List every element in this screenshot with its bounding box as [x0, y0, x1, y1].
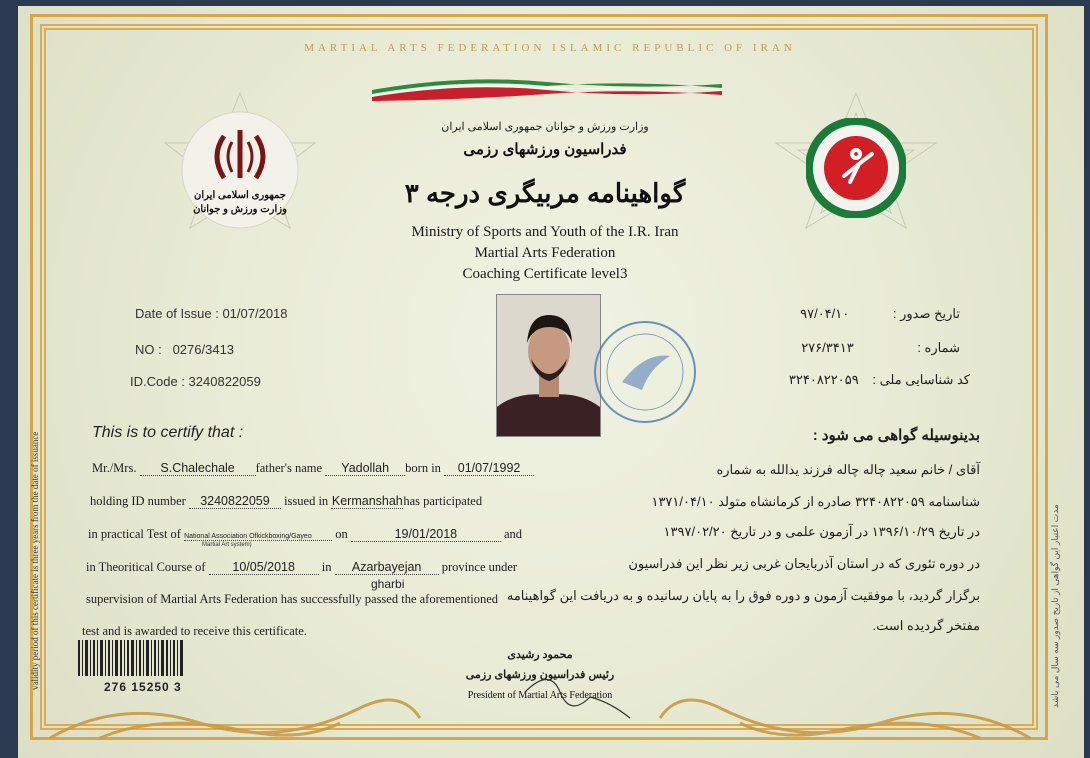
- number-label-fa: شماره :: [917, 340, 960, 355]
- in-label: in: [321, 560, 332, 574]
- id-number: 3240822059: [189, 494, 281, 509]
- fa-line-4: در دوره تئوری که در استان آذربایجان غربی زیر نظر این فدراسیون: [628, 556, 980, 571]
- line-practical: [88, 527, 522, 542]
- federation-stamp-icon: [590, 312, 700, 432]
- on-label: on: [335, 527, 348, 541]
- fa-line-5: برگزار گردید، با موفقیت آزمون و دوره فوق را به پایان رسانیده و به دریافت این گواهینامه: [506, 588, 980, 603]
- ministry-persian: وزارت ورزش و جوانان جمهوری اسلامی ایران: [441, 121, 649, 133]
- federation-logo-icon: [806, 118, 906, 218]
- number-field: [135, 342, 234, 357]
- validity-note-english: validity period of this certificate is three years from the date of issuance: [30, 431, 40, 690]
- federation-banner: MARTIAL ARTS FEDERATION ISLAMIC REPUBLIC OF IRAN: [304, 42, 796, 54]
- id-code-value: 3240822059: [188, 374, 261, 389]
- line-theoretical: [86, 560, 517, 575]
- theoretical-date: 10/05/2018: [209, 560, 319, 575]
- date-of-issue: [135, 306, 288, 321]
- issued-label: issued in: [284, 494, 329, 508]
- right-emblem: [746, 88, 966, 273]
- born-label: born in: [405, 461, 441, 475]
- flag-ribbon-icon: [372, 72, 722, 102]
- emblem-caption-2: وزارت ورزش و جوانان: [193, 204, 287, 215]
- holder-photo: [496, 294, 601, 437]
- signature-name: محمود رشیدی: [507, 649, 573, 661]
- emblem-caption-1: جمهوری اسلامی ایران: [194, 190, 286, 201]
- father-name: Yadollah: [325, 461, 405, 476]
- ministry-english: Ministry of Sports and Youth of the I.R. Iran: [411, 224, 679, 240]
- id-code-persian: [740, 372, 970, 388]
- fa-line-1: آقای / خانم سعید چاله چاله فرزند یدالله به شماره: [716, 462, 980, 477]
- province: Azarbayejan: [335, 560, 439, 575]
- province-label: province under: [441, 560, 518, 574]
- practical-date: 19/01/2018: [351, 527, 501, 542]
- id-code-value-fa: ۳۲۴۰۸۲۲۰۵۹: [788, 372, 859, 387]
- date-label-fa: تاریخ صدور :: [892, 306, 960, 321]
- practical-sub: Martial Art system): [202, 542, 252, 548]
- signature-title-english: President of Martial Arts Federation: [467, 690, 613, 701]
- date-label: Date of Issue :: [135, 306, 219, 321]
- id-code-label-fa: کد شناسایی ملی :: [872, 372, 970, 387]
- line-awarded: test and is awarded to receive this certificate.: [82, 624, 307, 638]
- number-persian: [760, 340, 960, 356]
- certify-heading: This is to certify that :: [92, 424, 244, 441]
- line-id: [90, 494, 482, 509]
- father-label: father's name: [255, 461, 323, 475]
- practical-label: in practical Test of: [88, 527, 181, 541]
- theoretical-label: in Theoritical Course of: [86, 560, 206, 574]
- validity-note-persian: مدت اعتبار این گواهی از تاریخ صدور سه سال می باشد: [1050, 504, 1060, 708]
- line-name: [92, 461, 534, 476]
- number-value: 0276/3413: [172, 342, 235, 357]
- holding-label: holding ID number: [90, 494, 186, 508]
- and-label: and: [503, 527, 523, 541]
- date-of-issue-persian: [760, 306, 960, 322]
- federation-persian: فدراسیون ورزشهای رزمی: [463, 141, 627, 158]
- certificate-title-persian: گواهینامه مربیگری درجه ۳: [404, 178, 686, 208]
- number-value-fa: ۲۷۶/۳۴۱۳: [801, 340, 854, 355]
- left-emblem: [150, 88, 330, 273]
- line-supervision: supervision of Martial Arts Federation has successfully passed the aforementioned: [86, 592, 499, 606]
- barcode-number: 276 15250 3: [104, 680, 182, 694]
- iran-emblem-icon: [202, 126, 278, 186]
- practical-org: National Association Ofkickboxing/Gayeo: [184, 533, 332, 541]
- federation-english: Martial Arts Federation: [474, 245, 616, 261]
- id-code-field: [130, 374, 261, 389]
- province-sub: gharbi: [371, 577, 405, 591]
- date-value-fa: ۹۷/۰۴/۱۰: [800, 306, 850, 321]
- number-label: NO :: [135, 342, 162, 357]
- holder-name: S.Chalechale: [140, 461, 256, 476]
- id-code-label: ID.Code :: [130, 374, 185, 389]
- gold-floral-ornament-icon: [40, 668, 1040, 748]
- date-value: 01/07/2018: [222, 306, 288, 321]
- participated-label: has participated: [403, 494, 483, 508]
- issued-in: Kermanshah: [331, 494, 403, 508]
- certify-heading-persian: بدینوسیله گواهی می شود :: [812, 427, 980, 444]
- birth-date: 01/07/1992: [444, 461, 534, 476]
- signature-title-persian: رئیس فدراسیون ورزشهای رزمی: [465, 669, 615, 681]
- mr-label: Mr./Mrs.: [92, 461, 137, 475]
- fa-line-2: شناسنامه ۳۲۴۰۸۲۲۰۵۹ صادره از کرمانشاه متولد ۱۳۷۱/۰۴/۱۰: [651, 494, 980, 509]
- fa-line-6: مفتخر گردیده است.: [872, 618, 980, 633]
- fa-line-3: در تاریخ ۱۳۹۶/۱۰/۲۹ در آزمون علمی و در تاریخ ۱۳۹۷/۰۲/۲۰: [663, 524, 980, 539]
- certificate-title-english: Coaching Certificate level3: [462, 266, 628, 282]
